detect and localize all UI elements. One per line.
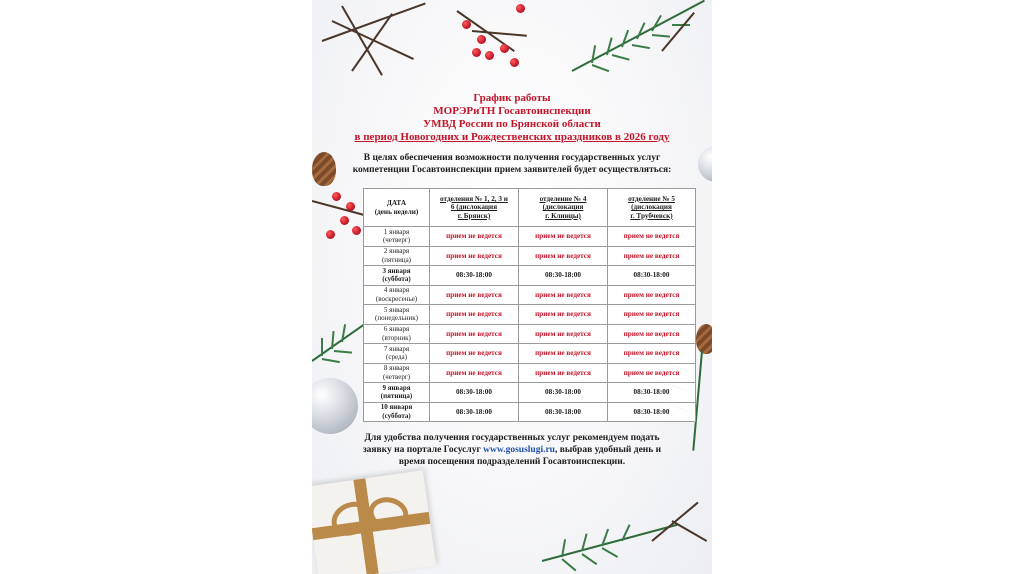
hours-cell: прием не ведется	[519, 305, 608, 325]
hours-cell: прием не ведется	[430, 305, 519, 325]
hours-cell: 08:30-18:00	[430, 266, 519, 286]
hours-cell: прием не ведется	[608, 285, 696, 305]
title-line-4: в период Новогодних и Рождественских праздников в 2026 году	[354, 131, 670, 143]
holiday-schedule-poster	[312, 0, 712, 574]
hours-cell: прием не ведется	[519, 246, 608, 266]
table-row	[364, 227, 696, 247]
header-dept-klintsy: отделение № 4 (дислокация г. Клинцы)	[519, 189, 608, 227]
day-cell: 5 января (понедельник)	[364, 305, 430, 325]
hours-cell: прием не ведется	[430, 227, 519, 247]
hours-cell: прием не ведется	[519, 227, 608, 247]
hours-cell: 08:30-18:00	[608, 383, 696, 403]
header-dept-bryansk: отделения № 1, 2, 3 и 6 (дислокация г. Брянск)	[430, 189, 519, 227]
hours-cell: прием не ведется	[608, 344, 696, 364]
day-cell: 4 января (воскресенье)	[364, 285, 430, 305]
table-row	[364, 363, 696, 383]
hours-cell: прием не ведется	[519, 285, 608, 305]
hours-cell: прием не ведется	[608, 305, 696, 325]
hours-cell: прием не ведется	[608, 324, 696, 344]
table-row	[364, 383, 696, 403]
intro-line-1: В целях обеспечения возможности получения государственных услуг	[363, 153, 661, 163]
hours-cell: прием не ведется	[608, 363, 696, 383]
footer-line-1: Для удобства получения государственных услуг рекомендуем подать	[364, 433, 660, 443]
day-cell: 3 января (суббота)	[364, 266, 430, 286]
hours-cell: прием не ведется	[430, 324, 519, 344]
hours-cell: прием не ведется	[608, 246, 696, 266]
decor-bottom-pine	[542, 500, 712, 574]
table-row	[364, 266, 696, 286]
gift-box	[312, 470, 436, 574]
table-header-row	[364, 189, 696, 227]
hours-cell: 08:30-18:00	[430, 402, 519, 422]
day-cell: 8 января (четверг)	[364, 363, 430, 383]
table-body	[364, 227, 696, 422]
intro-text	[312, 152, 712, 176]
day-cell: 9 января (пятница)	[364, 383, 430, 403]
hours-cell: 08:30-18:00	[430, 383, 519, 403]
hours-cell: прием не ведется	[430, 246, 519, 266]
gosuslugi-link[interactable]: www.gosuslugi.ru	[483, 445, 555, 455]
title-line-3: УМВД России по Брянской области	[423, 118, 601, 130]
footer-line-3: время посещения подразделений Госавтоинспекции.	[398, 457, 626, 467]
footer-note	[352, 432, 672, 468]
hours-cell: прием не ведется	[519, 344, 608, 364]
intro-line-2: компетенции Госавтоинспекции прием заявителей будет осуществляться:	[352, 165, 672, 175]
schedule-title	[312, 92, 712, 144]
table-row	[364, 246, 696, 266]
table-row	[364, 285, 696, 305]
hours-cell: прием не ведется	[430, 344, 519, 364]
day-cell: 10 января (суббота)	[364, 402, 430, 422]
hours-cell: 08:30-18:00	[519, 383, 608, 403]
schedule-table	[363, 188, 696, 422]
hours-cell: прием не ведется	[430, 363, 519, 383]
footer-line-2: заявку на портале Госуслуг www.gosuslugi.ru, выбрав удобный день и	[362, 445, 662, 455]
day-cell: 6 января (вторник)	[364, 324, 430, 344]
day-cell: 1 января (четверг)	[364, 227, 430, 247]
hours-cell: 08:30-18:00	[608, 266, 696, 286]
decor-top-left-twigs	[312, 0, 452, 100]
hours-cell: прием не ведется	[608, 227, 696, 247]
table-row	[364, 344, 696, 364]
hours-cell: прием не ведется	[430, 285, 519, 305]
decor-top-right-pine	[562, 0, 712, 90]
table-row	[364, 402, 696, 422]
title-line-1: График работы	[473, 92, 551, 104]
hours-cell: 08:30-18:00	[519, 402, 608, 422]
header-date: ДАТА (день недели)	[364, 189, 430, 227]
hours-cell: прием не ведется	[519, 363, 608, 383]
title-line-2: МОРЭРиТН Госавтоинспекции	[433, 105, 591, 117]
hours-cell: 08:30-18:00	[608, 402, 696, 422]
hours-cell: 08:30-18:00	[519, 266, 608, 286]
hours-cell: прием не ведется	[519, 324, 608, 344]
table-row	[364, 324, 696, 344]
table-row	[364, 305, 696, 325]
decor-top-berries	[452, 0, 542, 80]
poster-content	[312, 92, 712, 467]
day-cell: 2 января (пятница)	[364, 246, 430, 266]
day-cell: 7 января (среда)	[364, 344, 430, 364]
header-dept-trubchevsk: отделение № 5 (дислокация г. Трубчевск)	[608, 189, 696, 227]
